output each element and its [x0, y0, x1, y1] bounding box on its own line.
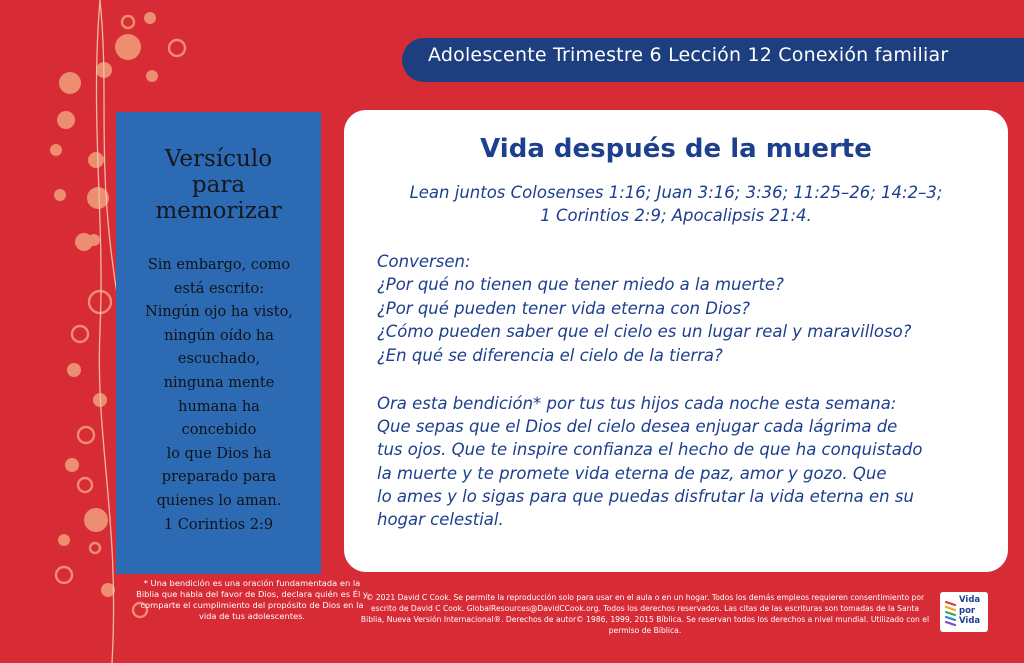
scripture-readings [372, 181, 980, 227]
discussion-heading: Conversen: [377, 252, 471, 271]
discussion-question: ¿Cómo pueden saber que el cielo es un lugar real y maravilloso? [377, 322, 912, 342]
memory-verse-title [116, 146, 321, 224]
discussion-questions [377, 250, 992, 367]
logo-text: Vida por Vida [959, 595, 981, 626]
copyright-notice: © 2021 David C Cook. Se permite la reproducción solo para usar en el aula o en un hogar. Todos los demás empleos requieren consentimiento por escrito de David C Cook. GlobalResources@DavidCCook.org. Todos los derechos reservados. Las citas de las escrituras son tomadas de la Santa Biblia, Nueva Versión Internacional®. Derechos de autor© 1986, 1999, 2015 Bíblica. Se reservan todos los derechos a nivel mundial. Utilizado con el permiso de Bíblica. [360, 593, 930, 635]
discussion-question: ¿En qué se diferencia el cielo de la tierra? [377, 345, 723, 365]
logo-mark-icon [944, 600, 957, 626]
blessing-line: Que sepas que el Dios del cielo desea enjugar cada lágrima de [377, 417, 898, 437]
discussion-question: ¿Por qué no tienen que tener miedo a la muerte? [377, 275, 784, 295]
memory-verse-title-line: para [191, 172, 246, 198]
lesson-card [344, 110, 1008, 572]
blessing-line: la muerte y te promete vida eterna de paz, amor y gozo. Que [377, 463, 887, 483]
vida-por-vida-logo [940, 592, 988, 632]
memory-verse-text: Sin embargo, como está escrito: Ningún ojo ha visto, ningún oído ha escuchado, ninguna mente humana ha concebido lo que Dios ha preparado para quienes lo aman. [145, 257, 293, 509]
page-title: Adolescente Trimestre 6 Lección 12 Conexión familiar [428, 44, 949, 66]
blessing-text [377, 392, 977, 531]
blessing-line: tus ojos. Que te inspire confianza el hecho de que ha conquistado [377, 440, 923, 460]
readings-line: Lean juntos Colosenses 1:16; Juan 3:16; 3:36; 11:25–26; 14:2–3; [409, 183, 943, 202]
memory-verse-reference: 1 Corintios 2:9 [163, 517, 274, 533]
lesson-title: Vida después de la muerte [480, 134, 872, 164]
memory-verse-title-line: memorizar [155, 198, 282, 224]
blessing-line: hogar celestial. [377, 510, 504, 530]
blessing-line: Ora esta bendición* por tus tus hijos cada noche esta semana: [377, 394, 897, 413]
memory-verse-title-line: Versículo [164, 146, 273, 172]
discussion-question: ¿Por qué pueden tener vida eterna con Dios? [377, 298, 750, 318]
memory-verse-card [116, 112, 321, 574]
blessing-line: lo ames y lo sigas para que puedas disfrutar la vida eterna en su [377, 486, 914, 506]
blessing-footnote: * Una bendición es una oración fundamentada en la Biblia que habla del favor de Dios, declara quién es Él y comparte el cumplimiento del propósito de Dios en la vida de tus adolescentes. [136, 578, 368, 621]
readings-line: 1 Corintios 2:9; Apocalipsis 21:4. [540, 206, 812, 225]
